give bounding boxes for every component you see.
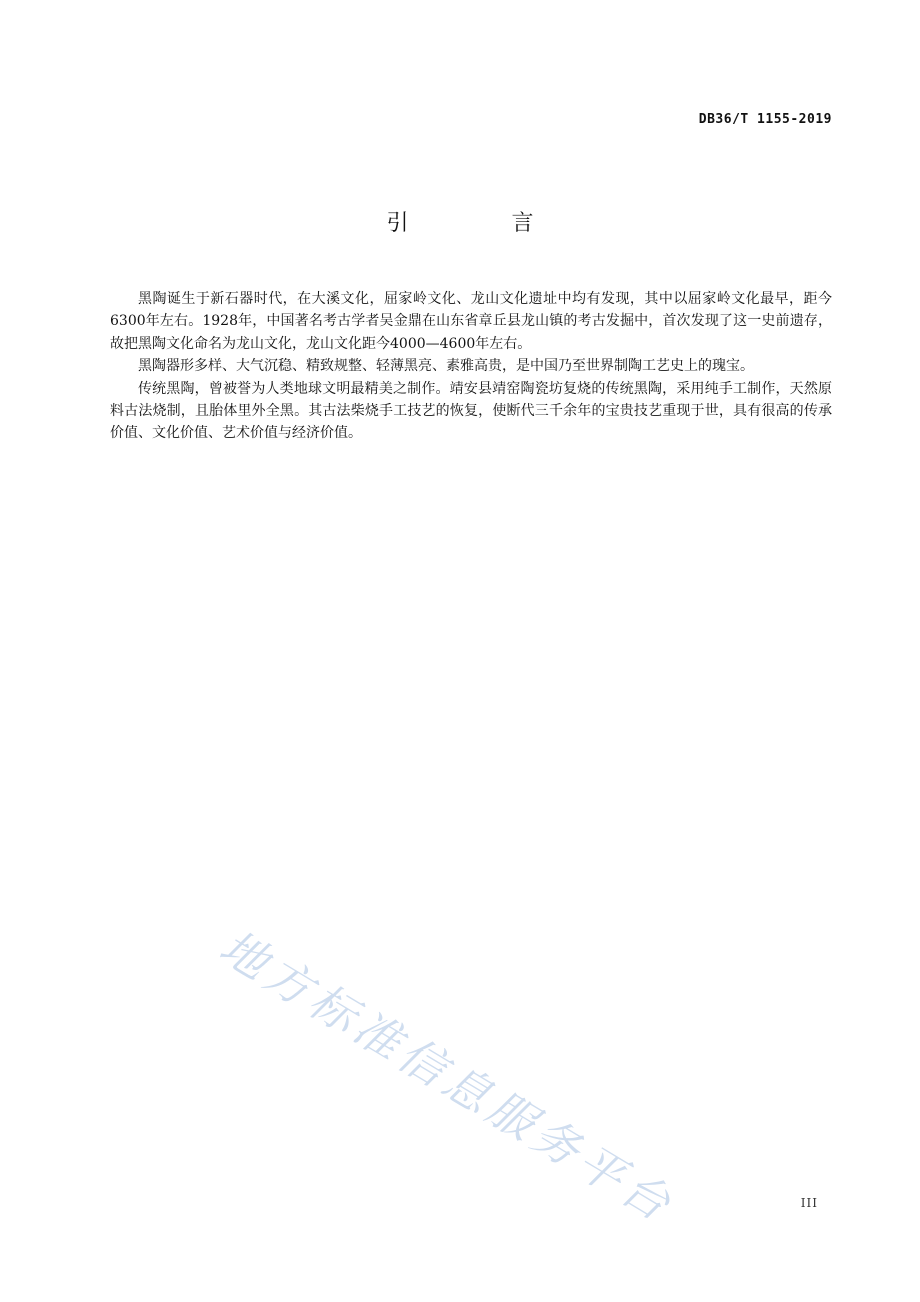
paragraph: 黑陶诞生于新石器时代，在大溪文化，屈家岭文化、龙山文化遗址中均有发现，其中以屈家岭文化最早，距今6300年左右。1928年，中国著名考古学者吴金鼎在山东省章丘县龙山镇的考古发掘中，首次发现了这一史前遗存，故把黑陶文化命名为龙山文化，龙山文化距今4000—4600年左右。 [110,291,832,352]
body-text [110,288,832,445]
document-code: DB36/T 1155-2019 [698,112,832,127]
section-title: 引 言 [386,211,582,236]
paragraph: 黑陶器形多样、大气沉稳、精致规整、轻薄黑亮、素雅高贵，是中国乃至世界制陶工艺史上的瑰宝。 [138,358,754,375]
paragraph: 传统黑陶，曾被誉为人类地球文明最精美之制作。靖安县靖窑陶瓷坊复烧的传统黑陶，采用纯手工制作，天然原料古法烧制，且胎体里外全黑。其古法柴烧手工技艺的恢复，使断代三千余年的宝贵技艺重现于世，具有很高的传承价值、文化价值、艺术价值与经济价值。 [110,380,832,442]
watermark: 地方标准信息服务平台 [210,919,685,1234]
page-number: III [800,1196,818,1210]
